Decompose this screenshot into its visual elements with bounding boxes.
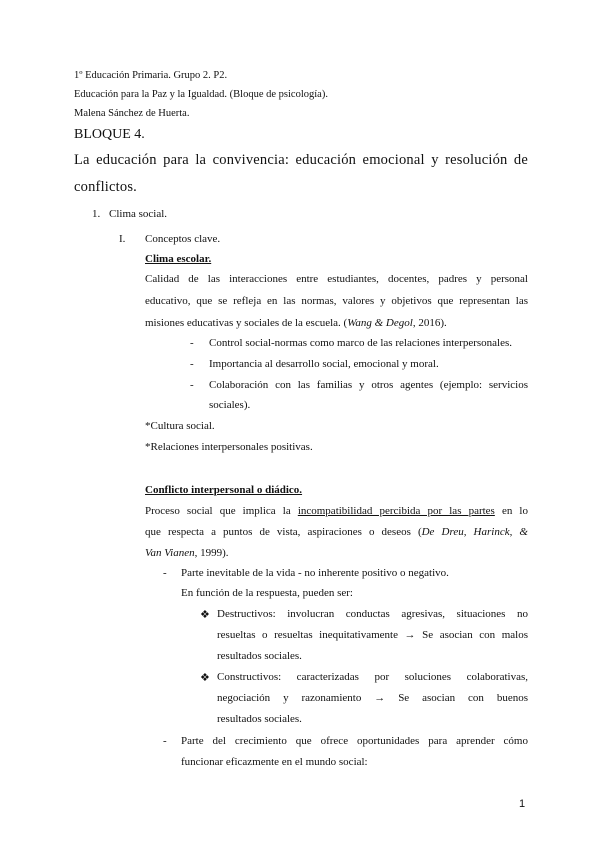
constructivos-line1: Constructivos: caracterizadas por soluciones colaborativas, <box>217 671 528 683</box>
header-subject: Educación para la Paz y la Igualdad. (Bloque de psicología). <box>74 89 328 100</box>
subsection-number: I. <box>119 233 126 245</box>
conflicto-dash-2-line1: Parte del crecimiento que ofrece oportunidades para aprender cómo <box>181 735 528 747</box>
citation: Wang & Degol <box>347 317 413 329</box>
clima-def-line1: Calidad de las interacciones entre estudiantes, docentes, padres y personal <box>145 273 528 285</box>
clima-def-line3: misiones educativas y sociales de la escuela. (Wang & Degol, 2016). <box>145 317 447 329</box>
clima-bullet: Colaboración con las familias y otros agentes (ejemplo: servicios <box>209 379 528 391</box>
clima-bullet: Importancia al desarrollo social, emocional y moral. <box>209 358 439 370</box>
page-number: 1 <box>519 798 526 810</box>
destructivos-line3: resultados sociales. <box>217 650 302 662</box>
clima-bullet-cont: sociales). <box>209 399 251 411</box>
subsection-title: Conceptos clave. <box>145 233 221 245</box>
section-number: 1. <box>92 208 101 220</box>
destructivos-line1: Destructivos: involucran conductas agresivas, situaciones no <box>217 608 528 620</box>
bullet-marker: - <box>190 337 194 349</box>
destructivos-line2: resueltas o resueltas inequitativamente → Se asocian con malos <box>217 629 528 641</box>
bullet-marker: - <box>190 358 194 370</box>
clima-bullet: Control social-normas como marco de las relaciones interpersonales. <box>209 337 513 349</box>
conflicto-dash-1: Parte inevitable de la vida - no inherente positivo o negativo. <box>181 567 449 579</box>
page-title-line2: conflictos. <box>74 179 138 195</box>
conflicto-def-line2: que respecta a puntos de vista, aspiraciones o deseos (De Dreu, Harinck, & <box>145 526 528 538</box>
conflicto-heading: Conflicto interpersonal o diádico. <box>145 484 303 496</box>
clima-note: *Relaciones interpersonales positivas. <box>145 441 313 453</box>
diamond-bullet-icon: ❖ <box>200 609 210 621</box>
clima-def-line2: educativo, que se refleja en las normas, valores y objetivos que representan las <box>145 295 528 307</box>
conflicto-dash-1-sub: En función de la respuesta, pueden ser: <box>181 587 353 599</box>
clima-heading: Clima escolar. <box>145 253 212 265</box>
conflicto-def-line3: Van Vianen, 1999). <box>145 547 229 559</box>
clima-note: *Cultura social. <box>145 420 215 432</box>
bloque-heading: BLOQUE 4. <box>74 127 145 142</box>
bullet-marker: - <box>190 379 194 391</box>
page-title-line1: La educación para la convivencia: educación emocional y resolución de <box>74 152 528 168</box>
header-author: Malena Sánchez de Huerta. <box>74 108 190 119</box>
header-course: 1º Educación Primaria. Grupo 2. P2. <box>74 70 228 81</box>
constructivos-line2: negociación y razonamiento → Se asocian con buenos <box>217 692 528 704</box>
conflicto-dash-2-line2: funcionar eficazmente en el mundo social: <box>181 756 368 768</box>
bullet-marker: - <box>163 567 167 579</box>
diamond-bullet-icon: ❖ <box>200 672 210 684</box>
conflicto-def-line1: Proceso social que implica la incompatibilidad percibida por las partes en lo <box>145 505 528 517</box>
section-title: Clima social. <box>109 208 168 220</box>
bullet-marker: - <box>163 735 167 747</box>
constructivos-line3: resultados sociales. <box>217 713 302 725</box>
